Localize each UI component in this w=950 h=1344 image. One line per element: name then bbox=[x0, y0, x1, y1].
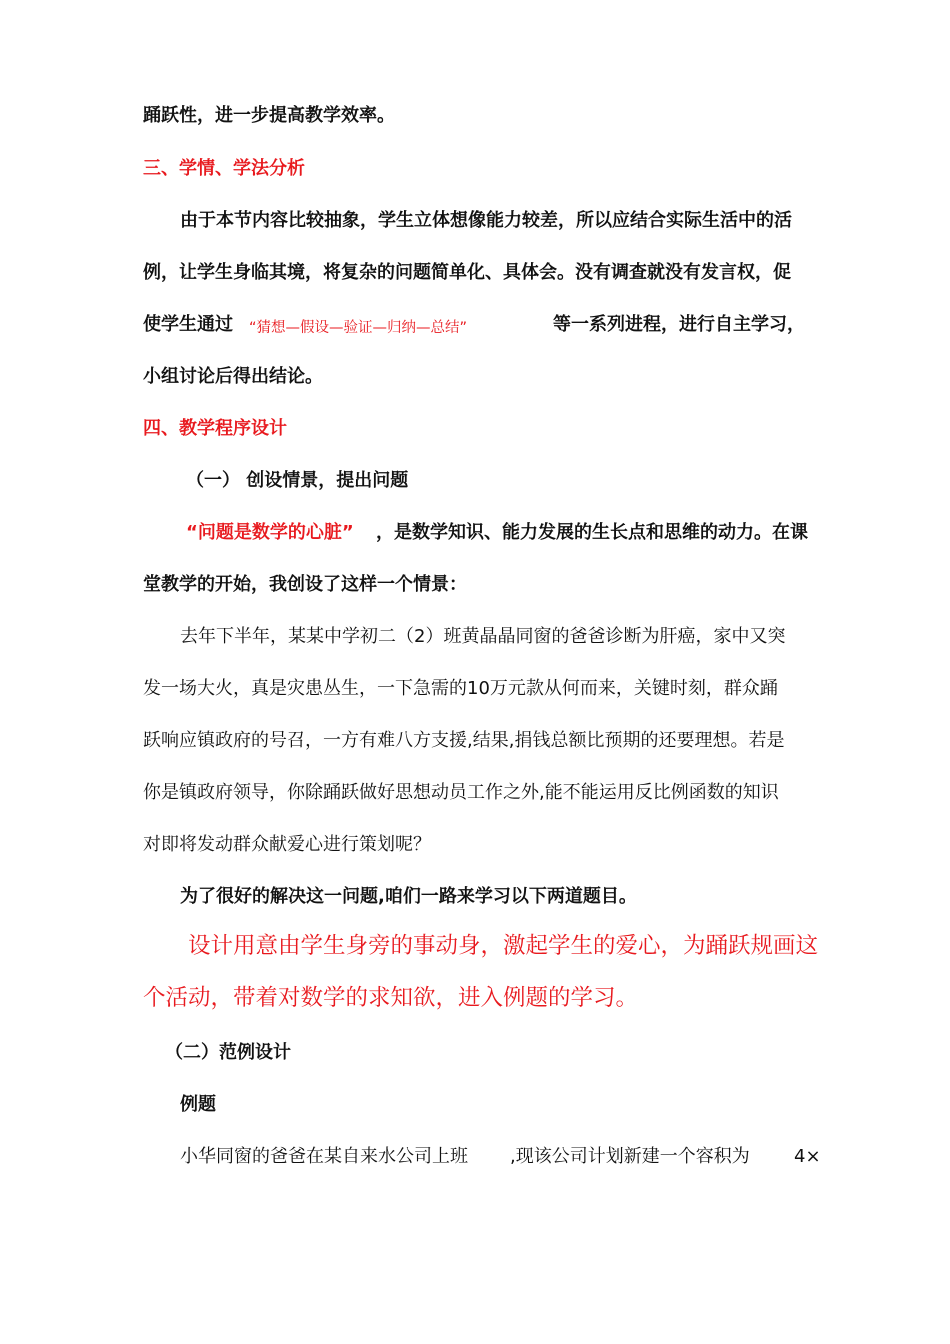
subsection-heading: （一） 创设情景，提出问题 bbox=[186, 470, 409, 491]
red-quote: “问题是数学的心脏” bbox=[186, 522, 354, 543]
text-line: 你是镇政府领导，你除踊跃做好思想动员工作之外,能不能运用反比例函数的知识 bbox=[143, 782, 779, 803]
text-line: 例，让学生身临其境，将复杂的问题简单化、具体会。没有调查就没有发言权，促 bbox=[143, 262, 791, 283]
text-line bbox=[180, 1144, 840, 1170]
text-line: 小组讨论后得出结论。 bbox=[143, 366, 323, 387]
text-line: 堂教学的开始，我创设了这样一个情景： bbox=[143, 574, 467, 595]
text-line: 为了很好的解决这一问题,咱们一路来学习以下两道题目。 bbox=[180, 886, 637, 907]
text-line-with-quote bbox=[186, 520, 846, 546]
red-quote: “猜想—假设—验证—归纳—总结” bbox=[249, 320, 468, 336]
text-line: 对即将发动群众献爱心进行策划呢？ bbox=[143, 834, 431, 855]
text-line-with-quote bbox=[143, 312, 843, 338]
text-line: 去年下半年，某某中学初二（2）班黄晶晶同窗的爸爸诊断为肝癌，家中又突 bbox=[180, 626, 786, 647]
text-span: ，是数学知识、能力发展的生长点和思维的动力。在课 bbox=[376, 522, 808, 543]
text-span: 小华同窗的爸爸在某自来水公司上班 bbox=[180, 1146, 468, 1167]
text-span: 等一系列进程，进行自主学习， bbox=[553, 314, 805, 335]
text-line: 由于本节内容比较抽象，学生立体想像能力较差，所以应结合实际生活中的活 bbox=[180, 210, 792, 231]
section-heading-3: 三、学情、学法分析 bbox=[143, 158, 305, 179]
text-line: 发一场大火，真是灾患丛生，一下急需的10万元款从何而来，关键时刻，群众踊 bbox=[143, 678, 778, 699]
design-intent-line: 个活动，带着对数学的求知欲，进入例题的学习。 bbox=[143, 985, 639, 1011]
text-span: 4× bbox=[794, 1146, 821, 1167]
text-span: 使学生通过 bbox=[143, 314, 233, 335]
text-line: 跃响应镇政府的号召，一方有难八方支援,结果,捐钱总额比预期的还要理想。若是 bbox=[143, 730, 785, 751]
example-heading: 例题 bbox=[180, 1094, 216, 1115]
section-heading-4: 四、教学程序设计 bbox=[143, 418, 287, 439]
design-intent-line: 设计用意由学生身旁的事动身，激起学生的爱心，为踊跃规画这 bbox=[188, 933, 819, 959]
text-line: 踊跃性，进一步提高教学效率。 bbox=[143, 105, 395, 126]
text-span: ,现该公司计划新建一个容积为 bbox=[510, 1146, 750, 1167]
subsection-heading: （二）范例设计 bbox=[165, 1042, 291, 1063]
